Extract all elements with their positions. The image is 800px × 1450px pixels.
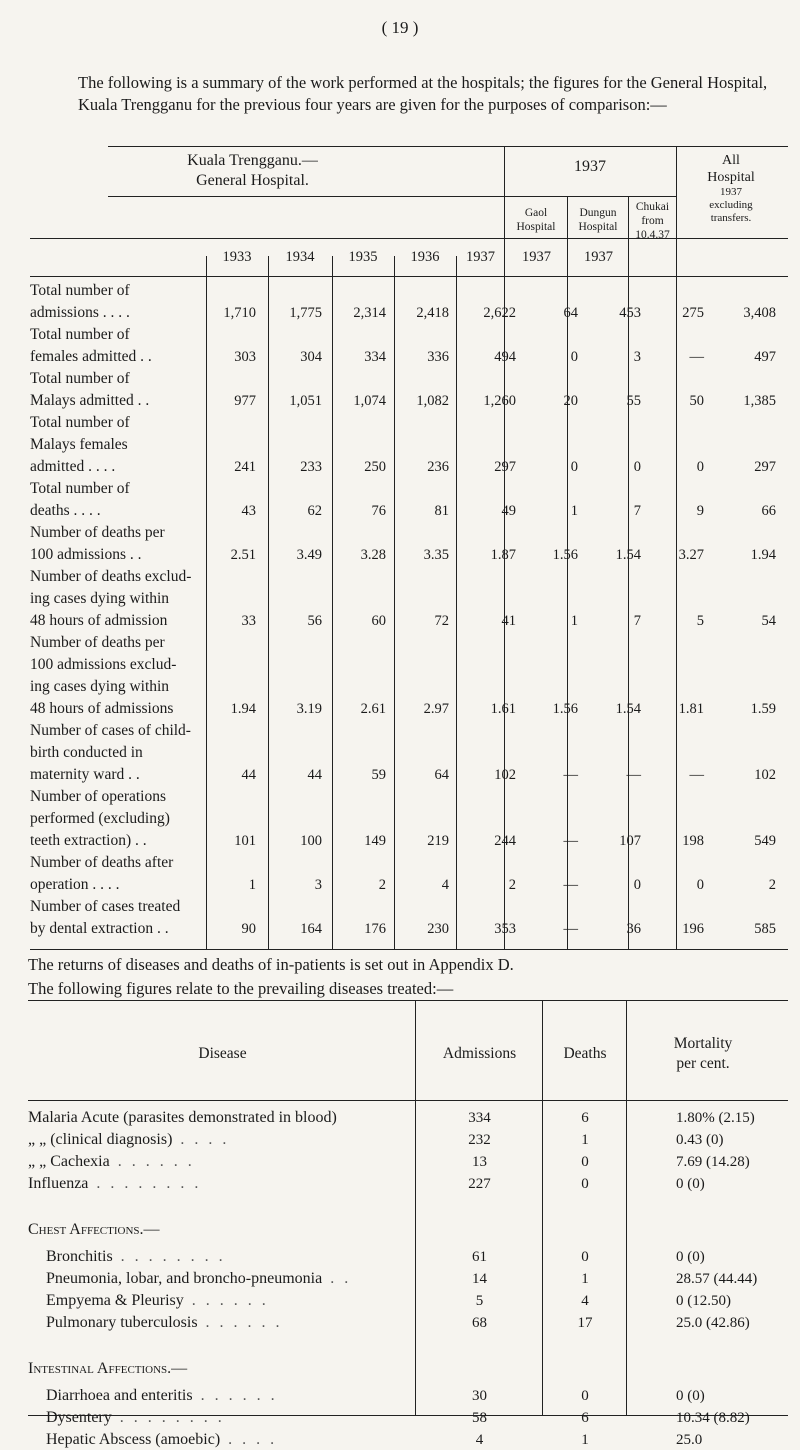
table-cell: 1.59 (750, 701, 776, 717)
header-1937: 1937 (574, 158, 606, 175)
table-cell: 44 (241, 767, 256, 783)
disease-label (46, 1247, 226, 1267)
rule-years (30, 276, 788, 277)
row-label-line: Number of deaths per (30, 634, 165, 651)
mortality-cell: 25.0 (42.86) (676, 1315, 750, 1331)
table-cell: 5 (696, 613, 704, 629)
deaths-cell: 0 (581, 1176, 589, 1192)
table-cell: 1.81 (678, 701, 704, 717)
table-cell: 241 (234, 459, 256, 475)
table-cell: 44 (307, 767, 322, 783)
col-rule-admissions (415, 1000, 416, 1416)
disease-label (46, 1386, 278, 1406)
row-label-line: ing cases dying within (30, 678, 170, 695)
disease-label (46, 1430, 277, 1450)
header-disease: Disease (198, 1045, 247, 1062)
row-label-line: Total number of (30, 480, 130, 497)
table-cell: 102 (494, 767, 516, 783)
row-label (30, 852, 206, 896)
row-label (30, 324, 206, 368)
disease-name: „ „ (clinical diagnosis) (28, 1131, 173, 1148)
row-label-line: Malays admitted . . (30, 392, 150, 409)
disease-table (0, 1000, 800, 1448)
deaths-cell: 0 (581, 1388, 589, 1404)
row-label-line: by dental extraction . . (30, 920, 169, 937)
table-cell: 59 (371, 767, 386, 783)
row-label-line: admissions . . . . (30, 304, 130, 321)
table-cell: 55 (626, 393, 641, 409)
chukai-line3: 10.4.37 (635, 229, 670, 241)
table-cell: 62 (307, 503, 322, 519)
row-label-line: teeth extraction) . . (30, 832, 147, 849)
disease-name: Bronchitis (46, 1248, 113, 1265)
table-cell: 2 (378, 877, 386, 893)
table-cell: 1.56 (552, 701, 578, 717)
table-cell: 64 (434, 767, 449, 783)
disease-label (46, 1313, 283, 1333)
leader-dots: . . . . (228, 1431, 278, 1448)
row-label (30, 280, 206, 324)
gaol-line1: Gaol (524, 207, 548, 219)
table-cell: 1.87 (490, 547, 516, 563)
row-label-line: Number of cases of child- (30, 722, 191, 739)
table-cell: 2.61 (360, 701, 386, 717)
disease-label (46, 1269, 351, 1289)
table-cell: 304 (300, 349, 322, 365)
row-label-line: 100 admissions . . (30, 546, 142, 563)
table-cell: 3.35 (423, 547, 449, 563)
rule-top (28, 1000, 788, 1001)
table-cell: 1,082 (416, 393, 449, 409)
mortality-cell: 0 (0) (676, 1249, 705, 1265)
deaths-cell: 1 (581, 1432, 589, 1448)
table-cell: 0 (570, 349, 578, 365)
row-label (30, 720, 206, 786)
row-label (30, 632, 206, 720)
mortality-cell: 0 (0) (676, 1388, 705, 1404)
table-cell: — (563, 767, 578, 783)
year-header: 1937 (466, 249, 495, 265)
table-cell: 3.28 (360, 547, 386, 563)
table-cell: 585 (754, 921, 776, 937)
header-all-line1: All (722, 153, 740, 168)
table-cell: 41 (501, 613, 516, 629)
table-cell: 1 (570, 503, 578, 519)
table-cell: 3 (314, 877, 322, 893)
disease-name: Pneumonia, lobar, and broncho-pneumonia (46, 1270, 323, 1287)
leader-dots: . . . . . . (200, 1387, 278, 1404)
dungun-line1: Dungun (579, 207, 617, 219)
table-cell: 1,775 (289, 305, 322, 321)
col-rule-4 (456, 256, 457, 950)
disease-name: Empyema & Pleurisy (46, 1292, 184, 1309)
year-header: 1937 (522, 249, 551, 265)
mortality-cell: 28.57 (44.44) (676, 1271, 758, 1287)
table-cell: 0 (696, 877, 704, 893)
table-cell: 100 (300, 833, 322, 849)
mortality-cell: 0 (12.50) (676, 1293, 731, 1309)
deaths-cell: 6 (581, 1410, 589, 1426)
table-cell: 1.61 (490, 701, 516, 717)
table-cell: 1,074 (353, 393, 386, 409)
header-general-hospital (110, 151, 395, 191)
row-label-line: Number of operations (30, 788, 167, 805)
table-cell: 1.94 (750, 547, 776, 563)
table-cell: 453 (619, 305, 641, 321)
row-label-line: Number of deaths exclud- (30, 568, 192, 585)
header-all-line4: excluding (709, 199, 753, 211)
row-label-line: maternity ward . . (30, 766, 140, 783)
table-cell: 90 (241, 921, 256, 937)
col-rule-deaths (542, 1000, 543, 1416)
table-cell: 49 (501, 503, 516, 519)
table-cell: 1,385 (743, 393, 776, 409)
table-cell: 1.56 (552, 547, 578, 563)
leader-dots: . . . . . . (191, 1292, 269, 1309)
table-cell: 0 (570, 459, 578, 475)
table-cell: 72 (434, 613, 449, 629)
admissions-cell: 334 (468, 1110, 491, 1126)
table-cell: 33 (241, 613, 256, 629)
mortality-cell: 0 (0) (676, 1176, 705, 1192)
header-deaths: Deaths (563, 1045, 607, 1062)
admissions-cell: 232 (468, 1132, 491, 1148)
table-cell: — (563, 833, 578, 849)
row-label-line: operation . . . . (30, 876, 120, 893)
header-all-hospital (676, 152, 786, 225)
rule-header (28, 1100, 788, 1101)
header-left-line1: Kuala Trengganu.— (187, 152, 318, 169)
disease-name: Diarrhoea and enteritis (46, 1387, 193, 1404)
disease-name: Malaria Acute (parasites demonstrated in blood) (28, 1109, 337, 1126)
table-cell: 3,408 (743, 305, 776, 321)
table-cell: 0 (633, 459, 641, 475)
row-label-line: 48 hours of admissions (30, 700, 174, 717)
chukai-line1: Chukai (635, 201, 670, 213)
chukai-line2: from (641, 215, 664, 227)
disease-name: Hepatic Abscess (amoebic) (46, 1431, 221, 1448)
year-header: 1935 (348, 249, 378, 265)
table-cell: 336 (427, 349, 449, 365)
subheader-chukai (629, 200, 676, 242)
leader-dots: . . . . (180, 1131, 230, 1148)
row-label-line: admitted . . . . (30, 458, 116, 475)
disease-label (28, 1174, 201, 1194)
table-cell: 3.49 (296, 547, 322, 563)
table-cell: 233 (300, 459, 322, 475)
table-cell: 297 (494, 459, 516, 475)
admissions-cell: 5 (475, 1293, 484, 1309)
deaths-cell: 6 (581, 1110, 589, 1126)
disease-name: „ „ Cachexia (28, 1153, 110, 1170)
admissions-cell: 30 (472, 1388, 487, 1404)
table-cell: 64 (563, 305, 578, 321)
row-label-line: Total number of (30, 282, 130, 299)
table-cell: 1,710 (223, 305, 256, 321)
table-cell: 275 (682, 305, 704, 321)
table-cell: 60 (371, 613, 386, 629)
admissions-cell: 61 (472, 1249, 487, 1265)
table-cell: — (689, 349, 704, 365)
row-label-line: females admitted . . (30, 348, 152, 365)
admissions-cell: 4 (475, 1432, 484, 1448)
table-cell: 1.54 (615, 701, 641, 717)
header-all-line5: transfers. (710, 212, 752, 224)
page-number: ( 19 ) (381, 18, 419, 37)
admissions-cell: 68 (472, 1315, 487, 1331)
deaths-cell: 1 (581, 1132, 589, 1148)
row-label (30, 368, 206, 412)
deaths-cell: 4 (581, 1293, 589, 1309)
table-cell: — (626, 767, 641, 783)
table-cell: 2.51 (230, 547, 256, 563)
table-cell: 101 (234, 833, 256, 849)
row-label-line: ing cases dying within (30, 590, 170, 607)
admissions-cell: 227 (468, 1176, 491, 1192)
deaths-cell: 0 (581, 1154, 589, 1170)
table-cell: 977 (234, 393, 256, 409)
table-cell: 56 (307, 613, 322, 629)
table-cell: 81 (434, 503, 449, 519)
table-cell: 3.27 (678, 547, 704, 563)
row-label-line: performed (excluding) (30, 810, 170, 827)
disease-label (28, 1130, 229, 1150)
table-cell: 50 (689, 393, 704, 409)
table-cell: 36 (626, 921, 641, 937)
row-label-line: Total number of (30, 414, 130, 431)
table-cell: 1,051 (289, 393, 322, 409)
table-cell: 0 (633, 877, 641, 893)
row-label-line: Number of deaths per (30, 524, 165, 541)
table-cell: 334 (364, 349, 386, 365)
leader-dots: . . . . . . . . (96, 1175, 202, 1192)
admissions-cell: 14 (472, 1271, 487, 1287)
table-cell: 1.94 (230, 701, 256, 717)
row-label (30, 566, 206, 632)
table-cell: 219 (427, 833, 449, 849)
table-cell: 20 (563, 393, 578, 409)
table-cell: 1 (248, 877, 256, 893)
col-rule-mortality (626, 1000, 627, 1416)
year-header: 1937 (584, 249, 613, 265)
table-cell: 54 (761, 613, 776, 629)
deaths-cell: 17 (577, 1315, 593, 1331)
row-label (30, 786, 206, 852)
table-cell: 7 (633, 613, 641, 629)
table-cell: 7 (633, 503, 641, 519)
table-cell: 2 (508, 877, 516, 893)
year-header: 1933 (222, 249, 252, 265)
table-cell: — (689, 767, 704, 783)
row-label-line: Number of cases treated (30, 898, 181, 915)
table-cell: 9 (696, 503, 704, 519)
row-label (30, 896, 206, 940)
header-mortality-line1: Mortality (673, 1035, 733, 1052)
row-label-line: 100 admissions exclud- (30, 656, 177, 673)
row-label-line: Total number of (30, 370, 130, 387)
rule-subheader (30, 238, 788, 239)
leader-dots: . . . . . . (205, 1314, 283, 1331)
row-label (30, 412, 206, 478)
table-cell: 2.97 (423, 701, 449, 717)
year-header: 1936 (410, 249, 440, 265)
admissions-cell: 13 (472, 1154, 487, 1170)
leader-dots: . . . . . . . . (119, 1409, 225, 1426)
row-label (30, 522, 206, 566)
table-cell: 2,418 (416, 305, 449, 321)
dungun-line2: Hospital (578, 221, 618, 233)
table-cell: 4 (441, 877, 449, 893)
table-cell: 198 (682, 833, 704, 849)
table-cell: 164 (300, 921, 322, 937)
row-label-line: birth conducted in (30, 744, 143, 761)
table-cell: 2 (768, 877, 776, 893)
header-mortality-line2: per cent. (676, 1055, 730, 1072)
row-label-line: Malays females (30, 436, 128, 453)
leader-dots: . . . . . . . . (120, 1248, 226, 1265)
section-heading: Intestinal Affections.— (28, 1360, 188, 1377)
table-cell: 250 (364, 459, 386, 475)
mortality-cell: 7.69 (14.28) (676, 1154, 750, 1170)
disease-name: Pulmonary tuberculosis (46, 1314, 198, 1331)
disease-label (46, 1291, 269, 1311)
table-cell: 303 (234, 349, 256, 365)
header-all-line3: 1937 (720, 186, 742, 198)
row-label-line: Total number of (30, 326, 130, 343)
table-cell: 549 (754, 833, 776, 849)
table-cell: 102 (754, 767, 776, 783)
disease-name: Influenza (28, 1175, 89, 1192)
row-label (30, 478, 206, 522)
subheader-dungun (568, 206, 628, 234)
following-text: The following figures relate to the prevailing diseases treated:— (28, 979, 454, 998)
subheader-gaol (505, 206, 567, 234)
row-label-line: Number of deaths after (30, 854, 174, 871)
table-cell: 196 (682, 921, 704, 937)
table-cell: 176 (364, 921, 386, 937)
admissions-cell: 58 (472, 1410, 487, 1426)
disease-label (28, 1108, 345, 1128)
header-left-line2: General Hospital. (196, 172, 309, 189)
table-cell: — (563, 877, 578, 893)
table-cell: 43 (241, 503, 256, 519)
table-cell: 494 (494, 349, 516, 365)
gaol-line2: Hospital (516, 221, 556, 233)
table-cell: 1.54 (615, 547, 641, 563)
table-cell: 230 (427, 921, 449, 937)
leader-dots: . . (330, 1270, 352, 1287)
deaths-cell: 0 (581, 1249, 589, 1265)
table-cell: 297 (754, 459, 776, 475)
table-cell: 244 (494, 833, 516, 849)
table-cell: 353 (494, 921, 516, 937)
table-cell: 497 (754, 349, 776, 365)
table-cell: 3.19 (296, 701, 322, 717)
table-cell: 66 (761, 503, 776, 519)
section-heading: Chest Affections.— (28, 1221, 160, 1238)
year-header: 1934 (285, 249, 315, 265)
header-admissions: Admissions (442, 1045, 517, 1062)
disease-label (28, 1152, 195, 1172)
table-cell: 236 (427, 459, 449, 475)
table-cell: — (563, 921, 578, 937)
table-cell: 1,260 (483, 393, 516, 409)
table-cell: 76 (371, 503, 386, 519)
row-label-line: 48 hours of admission (30, 612, 168, 629)
mortality-cell: 10.34 (8.82) (676, 1410, 750, 1426)
rule-top (108, 146, 788, 147)
row-label-line: deaths . . . . (30, 502, 101, 519)
header-all-line2: Hospital (707, 170, 755, 185)
table-cell: 2,622 (483, 305, 516, 321)
mortality-cell: 25.0 (676, 1432, 703, 1448)
mortality-cell: 0.43 (0) (676, 1132, 724, 1148)
returns-text: The returns of diseases and deaths of in-patients is set out in Appendix D. (28, 955, 514, 974)
table-cell: 1 (570, 613, 578, 629)
table-cell: 149 (364, 833, 386, 849)
leader-dots: . . . . . . (117, 1153, 195, 1170)
mortality-cell: 1.80% (2.15) (676, 1110, 755, 1126)
disease-name: Dysentery (46, 1409, 112, 1426)
table-cell: 107 (619, 833, 641, 849)
header-mortality (628, 1034, 778, 1074)
summary-table (0, 146, 800, 950)
table-cell: 3 (633, 349, 641, 365)
rule-bottom (30, 949, 788, 950)
table-cell: 0 (696, 459, 704, 475)
disease-label (46, 1408, 225, 1428)
intro-paragraph: The following is a summary of the work performed at the hospitals; the figures for the General Hospital, Kuala Trengganu for the previous four years are given for the purposes of comparison:— (78, 73, 768, 114)
deaths-cell: 1 (581, 1271, 589, 1287)
table-cell: 2,314 (353, 305, 386, 321)
rule-header (108, 196, 676, 197)
